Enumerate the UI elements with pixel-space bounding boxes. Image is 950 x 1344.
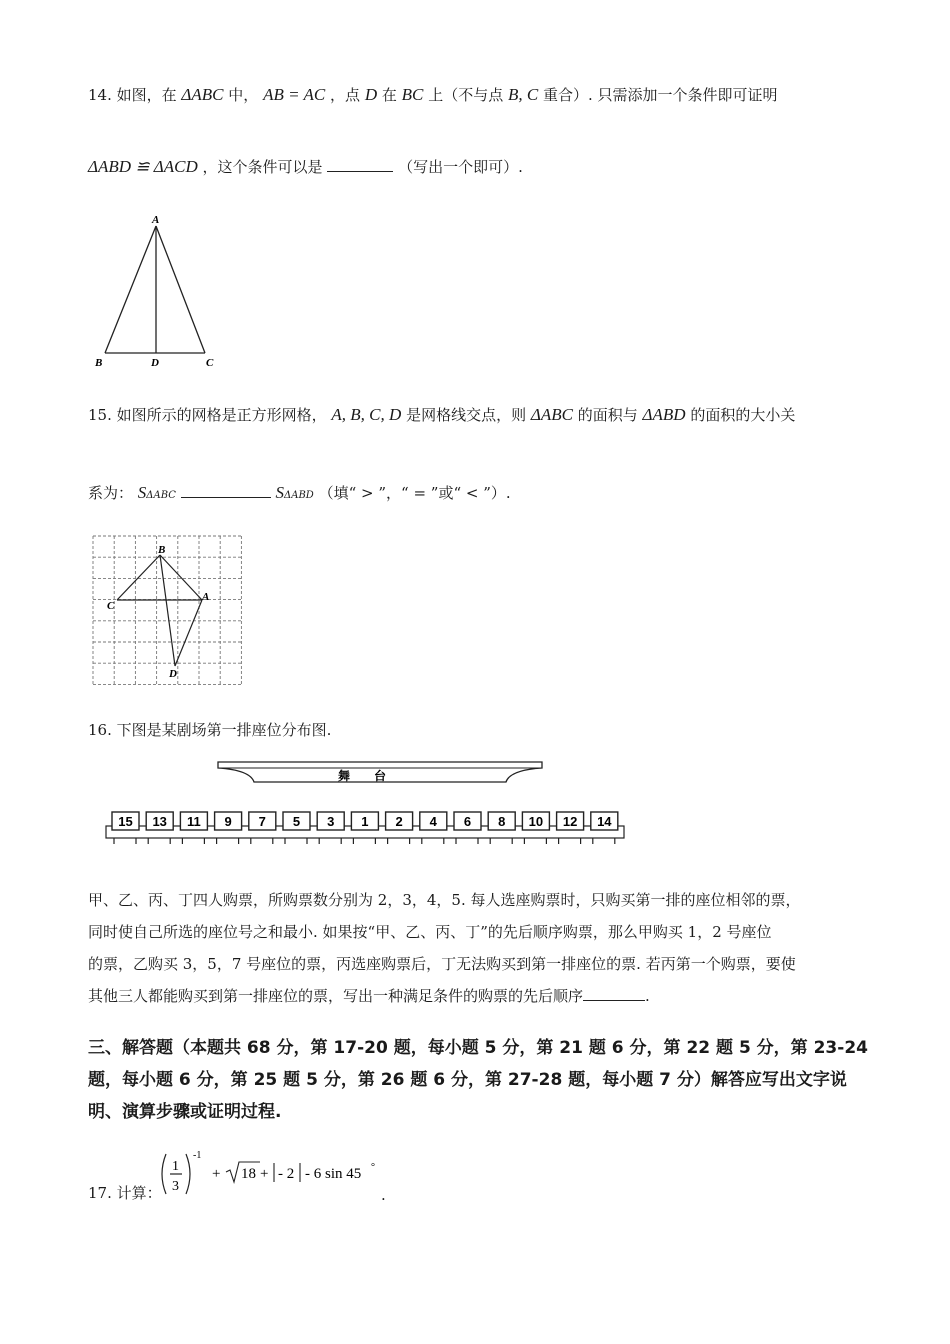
seat-number: 6 — [463, 814, 472, 829]
seat-number: 4 — [429, 814, 437, 829]
seat-number: 11 — [187, 814, 201, 829]
q17-rest: - 6 sin 45 — [305, 1166, 362, 1182]
seat-number: 14 — [597, 814, 612, 829]
svg-text:+: + — [212, 1166, 221, 1182]
seat-number: 15 — [118, 814, 133, 829]
section3-heading: 三、解答题（本题共 68 分，第 17-20 题，每小题 5 分，第 21 题 6 分，第 22 题 5 分，第 23-24 题，每小题 6 分，第 25 题 5 分，第 26 题 6 分，第 27-28 题，每小题 7 分）解答应写出文字说 明、演算步骤或证明过程. — [88, 1038, 868, 1122]
q17-label: 17. 计算： — [88, 1184, 162, 1202]
q15-answer-blank[interactable] — [181, 483, 271, 498]
q14-line1: 14. 如图，在 ΔABC 中， AB = AC ，点 D 在 BC 上（不与点 B, C 重合）. 只需添加一个条件即可证明 — [88, 85, 778, 104]
q17-sqrt-val: 18 — [241, 1166, 256, 1182]
q15-grid-figure — [90, 533, 250, 693]
q15-line1: 15. 如图所示的网格是正方形网格， A, B, C, D 是网格线交点，则 ΔABC 的面积与 ΔABD 的面积的大小关 — [88, 405, 796, 424]
q14-label-d: D — [151, 357, 159, 369]
q16-stage-label: 舞 台 — [338, 769, 387, 783]
q14-label-b: B — [95, 357, 103, 369]
seat-number: 7 — [258, 814, 266, 829]
q14-triangle-figure — [88, 212, 228, 372]
q17-num: 1 — [172, 1159, 179, 1174]
q14-label-a: A — [152, 214, 160, 226]
seat-number: 13 — [152, 814, 167, 829]
svg-text:°: ° — [371, 1162, 375, 1173]
seat-number: 10 — [528, 814, 544, 829]
q17-abs-val: - 2 — [278, 1166, 295, 1182]
seat-number: 5 — [292, 814, 301, 829]
seat-number: 8 — [498, 814, 506, 829]
q15-label-a: A — [202, 591, 210, 603]
seat-number: 12 — [562, 814, 578, 829]
q15-line2: 系为： SΔABC SΔABD （填“ > ”，“ = ”或“ < ”）. — [88, 483, 511, 502]
q17-end: . — [381, 1186, 386, 1204]
q14-congruence: ΔABD ≌ ΔACD — [88, 157, 198, 176]
q15-label-d: D — [169, 668, 177, 680]
seat-number: 2 — [395, 814, 403, 829]
q14-label-c: C — [206, 357, 214, 369]
q17-den: 3 — [172, 1179, 179, 1194]
q17-expression — [156, 1148, 396, 1202]
q15-label-c: C — [107, 600, 115, 612]
q14-answer-blank[interactable] — [327, 157, 393, 172]
q14-line2: ΔABD ≌ ΔACD ，这个条件可以是 （写出一个即可）. — [88, 157, 523, 176]
q16-title: 16. 下图是某剧场第一排座位分布图. — [88, 721, 332, 739]
seat-number: 3 — [327, 814, 335, 829]
q16-stage-figure — [210, 758, 550, 792]
seat-number: 9 — [224, 814, 232, 829]
q16-paragraph: 甲、乙、丙、丁四人购票，所购票数分别为 2，3，4，5. 每人选座购票时，只购买第一排的座位相邻的票， 同时使自己所选的座位号之和最小. 如果按“甲、乙、丙、丁”的先后顺序购票，那么甲购买 1，2 号座位 的票，乙购买 3，5，7 号座位的票，丙选座购票后，丁无法购买到第一排座位的票. 若丙第一个购票，要使 其他三人都能购买到第一排座位的票，写出一种满足条件的购票的先后顺序 . — [88, 891, 801, 1005]
q14-tri-abc: ΔABC — [181, 85, 224, 104]
q14-ab-ac: AB = AC — [263, 85, 326, 104]
q16-answer-blank[interactable] — [583, 986, 645, 1001]
svg-text:+: + — [260, 1166, 269, 1182]
q16-seat-row — [104, 808, 634, 848]
q15-label-b: B — [158, 544, 166, 556]
q17-exp: -1 — [193, 1150, 202, 1161]
seat-number: 1 — [361, 814, 369, 829]
